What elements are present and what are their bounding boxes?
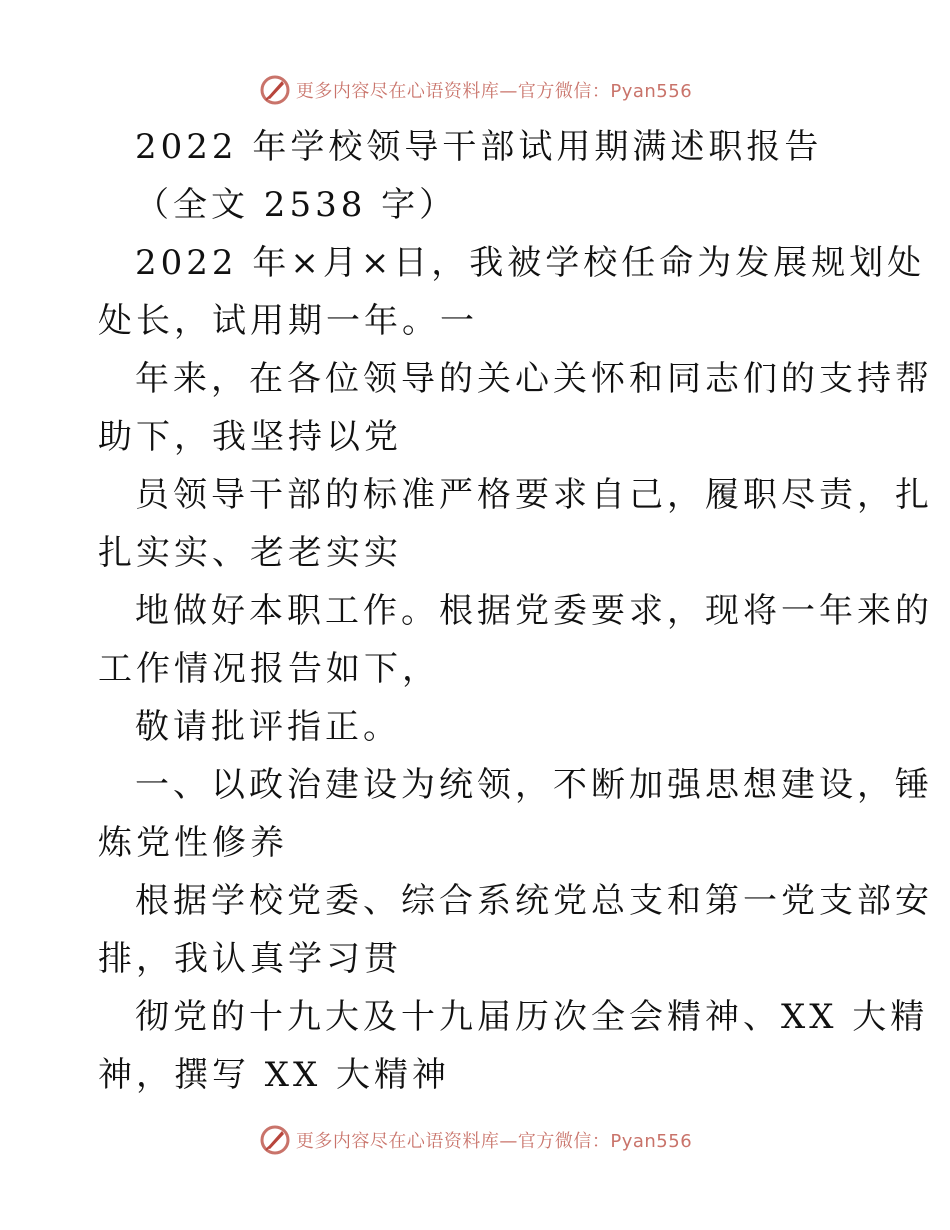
paragraph-line: 处长，试用期一年。一 xyxy=(98,301,478,341)
quill-logo-icon xyxy=(258,73,292,107)
quill-logo-icon xyxy=(258,1123,292,1157)
document-title: 2022 年学校领导干部试用期满述职报告 xyxy=(135,127,823,167)
section-heading-continued: 炼党性修养 xyxy=(98,823,288,863)
watermark-text: 更多内容尽在心语资料库—官方微信：Pyan556 xyxy=(295,1131,693,1152)
section-heading: 一、以政治建设为统领，不断加强思想建设，锤 xyxy=(135,765,933,805)
paragraph-line: 彻党的十九大及十九届历次全会精神、XX 大精 xyxy=(135,997,929,1037)
paragraph-line: 员领导干部的标准严格要求自己，履职尽责，扎 xyxy=(135,475,933,515)
paragraph-line: 地做好本职工作。根据党委要求，现将一年来的 xyxy=(135,591,933,631)
paragraph-line: 神，撰写 XX 大精神 xyxy=(98,1055,451,1095)
paragraph-line: 根据学校党委、综合系统党总支和第一党支部安 xyxy=(135,881,933,921)
paragraph-line: 工作情况报告如下， xyxy=(98,649,440,689)
paragraph-line: 助下，我坚持以党 xyxy=(98,417,402,457)
watermark-header xyxy=(0,70,950,110)
paragraph-line: 敬请批评指正。 xyxy=(135,707,401,747)
paragraph-line: 2022 年×月×日，我被学校任命为发展规划处 xyxy=(135,243,926,283)
paragraph-line: 扎实实、老老实实 xyxy=(98,533,402,573)
paragraph-line: 年来，在各位领导的关心关怀和同志们的支持帮 xyxy=(135,359,933,399)
watermark-text: 更多内容尽在心语资料库—官方微信：Pyan556 xyxy=(295,81,693,102)
watermark-footer xyxy=(0,1120,950,1160)
paragraph-line: 排，我认真学习贯 xyxy=(98,939,402,979)
document-body xyxy=(98,118,933,1104)
word-count: （全文 2538 字） xyxy=(135,185,458,225)
